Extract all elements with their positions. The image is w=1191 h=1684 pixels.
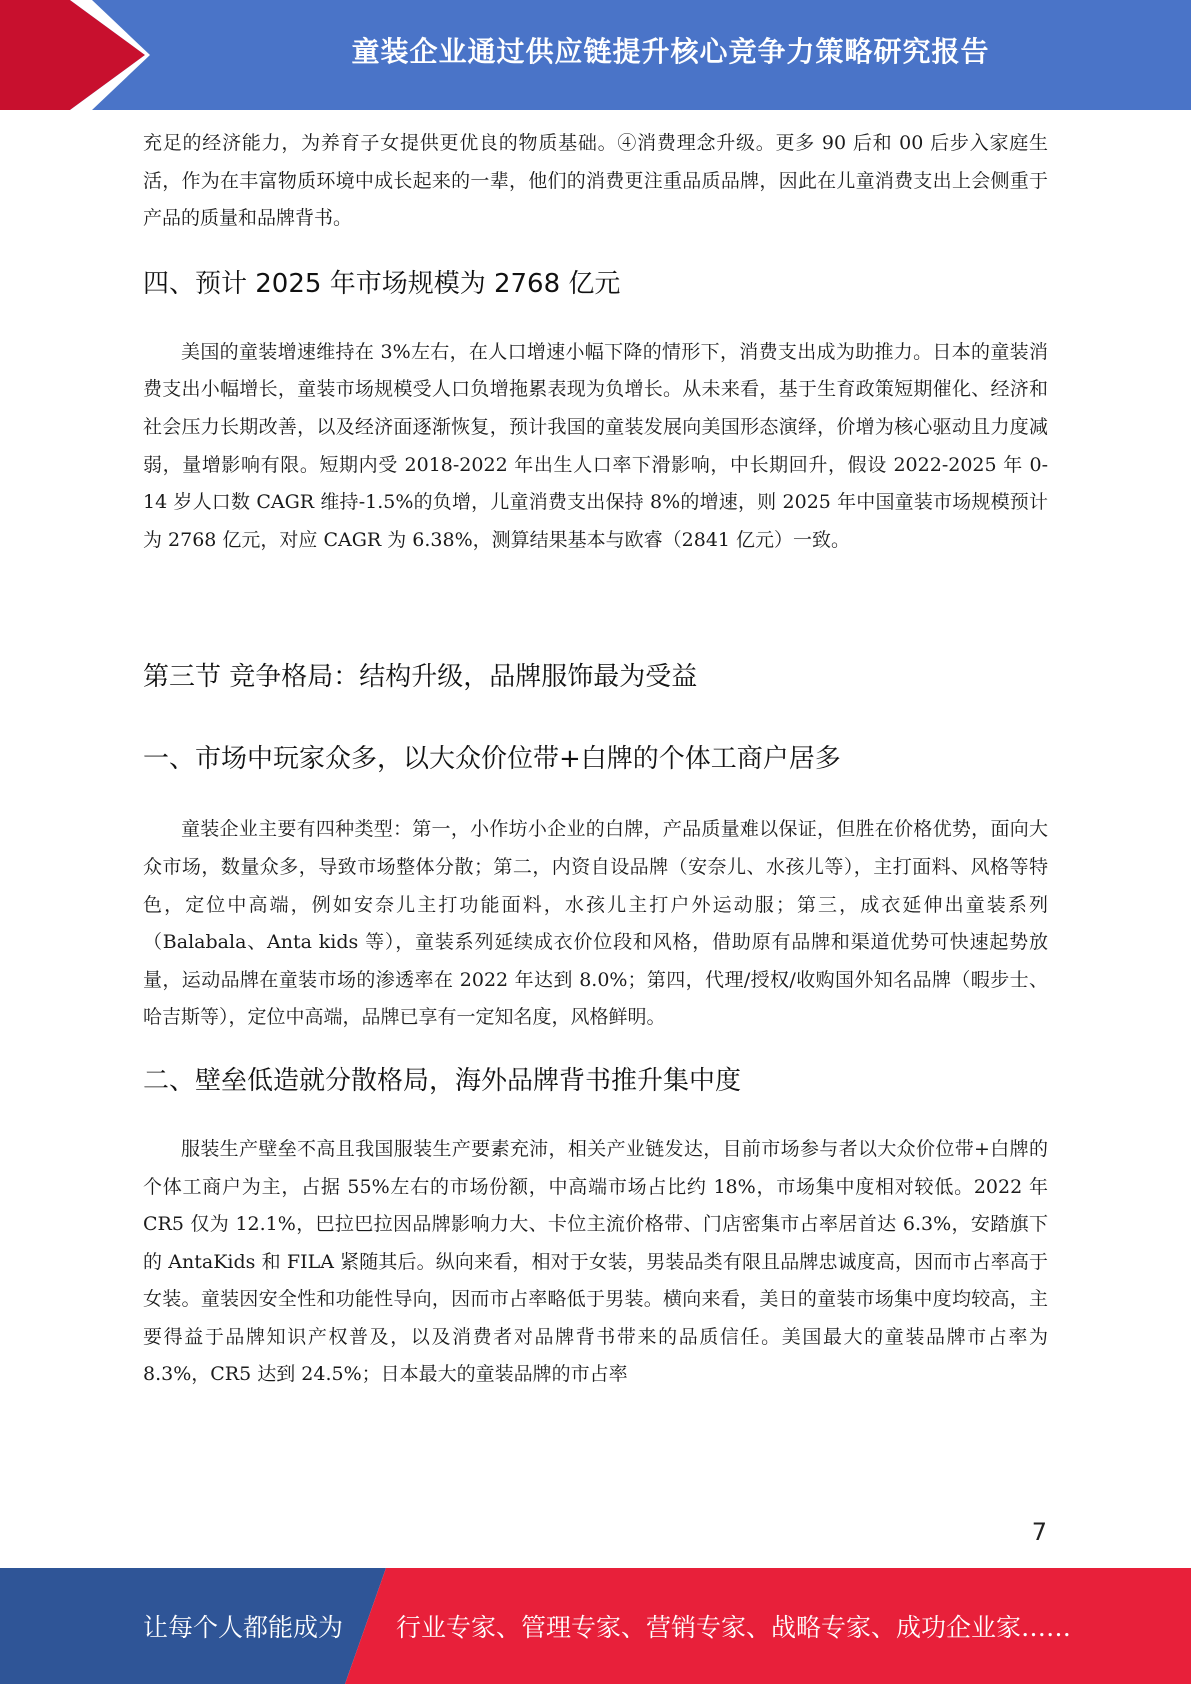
heading-many-players: 一、市场中玩家众多，以大众价位带+白牌的个体工商户居多 [143, 744, 841, 775]
footer-slogan-right: 行业专家、管理专家、营销专家、战略专家、成功企业家…… [396, 1613, 1072, 1642]
paragraph-company-types: 童装企业主要有四种类型：第一，小作坊小企业的白牌，产品质量难以保证，但胜在价格优势，面向大众市场，数量众多，导致市场整体分散；第二，内资自设品牌（安奈儿、水孩儿等），主打面料、风格等特色，定位中高端，例如安奈儿主打功能面料，水孩儿主打户外运动服；第三，成衣延伸出童装系列（Balabala、Anta kids 等），童装系列延续成衣价位段和风格，借助原有品牌和渠道优势可快速起势放量，运动品牌在童装市场的渗透率在 2022 年达到 8.0%；第四，代理/授权/收购国外知名品牌（暇步士、哈吉斯等），定位中高端，品牌已享有一定知名度，风格鲜明。 [143, 818, 1048, 1029]
document-body [143, 125, 1048, 1394]
page-number: 7 [1031, 1518, 1047, 1546]
paragraph-market-size: 美国的童装增速维持在 3%左右，在人口增速小幅下降的情形下，消费支出成为助推力。日本的童装消费支出小幅增长，童装市场规模受人口负增拖累表现为负增长。从未来看，基于生育政策短期催化、经济和社会压力长期改善，以及经济面逐渐恢复，预计我国的童装发展向美国形态演绎，价增为核心驱动且力度减弱，量增影响有限。短期内受 2018-2022 年出生人口率下滑影响，中长期回升，假设 2022-2025 年 0-14 岁人口数 CAGR 维持-1.5%的负增，儿童消费支出保持 8%的增速，则 2025 年中国童装市场规模预计为 2768 亿元，对应 CAGR 为 6.38%，测算结果基本与欧睿（2841 亿元）一致。 [143, 340, 1048, 551]
section-heading-competition: 第三节 竞争格局：结构升级，品牌服饰最为受益 [143, 662, 698, 693]
page-footer [0, 1568, 1191, 1684]
page-header [0, 0, 1191, 110]
paragraph-continued: 充足的经济能力，为养育子女提供更优良的物质基础。④消费理念升级。更多 90 后和 00 后步入家庭生活，作为在丰富物质环境中成长起来的一辈，他们的消费更注重品质品牌，因此在儿童消费支出上会侧重于产品的质量和品牌背书。 [143, 132, 1048, 230]
footer-slogan-left: 让每个人都能成为 [143, 1613, 344, 1642]
report-title: 童装企业通过供应链提升核心竞争力策略研究报告 [351, 35, 990, 68]
paragraph-market-concentration: 服装生产壁垒不高且我国服装生产要素充沛，相关产业链发达，目前市场参与者以大众价位带+白牌的个体工商户为主，占据 55%左右的市场份额，中高端市场占比约 18%，市场集中度相对较低。2022 年 CR5 仅为 12.1%，巴拉巴拉因品牌影响力大、卡位主流价格带、门店密集市占率居首达 6.3%，安踏旗下的 AntaKids 和 FILA 紧随其后。纵向来看，相对于女装，男装品类有限且品牌忠诚度高，因而市占率高于女装。童装因安全性和功能性导向，因而市占率略低于男装。横向来看，美日的童装市场集中度均较高，主要得益于品牌知识产权普及，以及消费者对品牌背书带来的品质信任。美国最大的童装品牌市占率为 8.3%，CR5 达到 24.5%；日本最大的童装品牌的市占率 [143, 1137, 1048, 1386]
heading-low-barriers: 二、壁垒低造就分散格局，海外品牌背书推升集中度 [143, 1065, 742, 1096]
heading-market-size-forecast: 四、预计 2025 年市场规模为 2768 亿元 [143, 268, 621, 299]
